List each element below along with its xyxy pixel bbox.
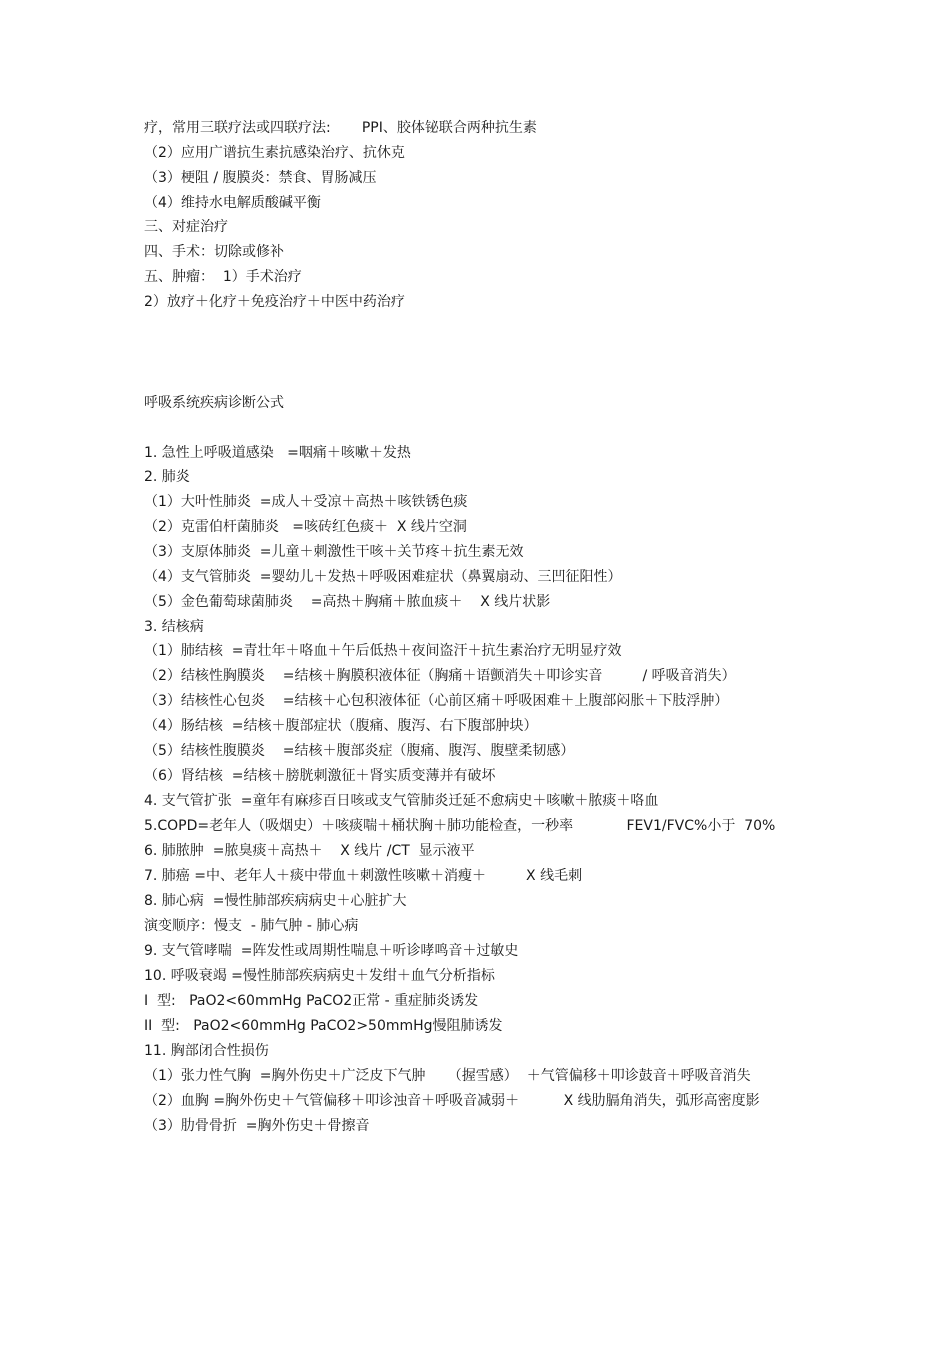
text-line: （4）肠结核 =结核＋腹部症状（腹痛、腹泻、右下腹部肿块） xyxy=(144,718,538,734)
text-line: 3. 结核病 xyxy=(144,619,204,635)
text-line: 2. 肺炎 xyxy=(144,469,190,485)
text-line: （5）结核性腹膜炎 =结核＋腹部炎症（腹痛、腹泻、腹壁柔韧感） xyxy=(144,743,575,759)
text-line: 9. 支气管哮喘 =阵发性或周期性喘息＋听诊哮鸣音＋过敏史 xyxy=(144,943,519,959)
text-line: 疗，常用三联疗法或四联疗法: PPI、胶体铋联合两种抗生素 xyxy=(144,120,537,136)
text-line: 7. 肺癌 =中、老年人＋痰中带血＋刺激性咳嗽＋消瘦＋ X 线毛刺 xyxy=(144,868,583,884)
text-line: （6）肾结核 =结核＋膀胱刺激征＋肾实质变薄并有破坏 xyxy=(144,768,496,784)
text-line: （4）支气管肺炎 =婴幼儿＋发热＋呼吸困难症状（鼻翼扇动、三凹征阳性） xyxy=(144,569,622,585)
text-line: 4. 支气管扩张 =童年有麻疹百日咳或支气管肺炎迁延不愈病史＋咳嗽＋脓痰＋咯血 xyxy=(144,793,659,809)
text-line: 演变顺序：慢支 - 肺气肿 - 肺心病 xyxy=(144,918,359,934)
text-line: 四、手术：切除或修补 xyxy=(144,244,284,260)
text-line: （2）克雷伯杆菌肺炎 =咳砖红色痰＋ X 线片空洞 xyxy=(144,519,467,535)
text-line: 三、对症治疗 xyxy=(144,219,228,235)
text-line: （3）肋骨骨折 =胸外伤史＋骨擦音 xyxy=(144,1118,370,1134)
text-line: （3）梗阻 / 腹膜炎：禁食、胃肠减压 xyxy=(144,170,377,186)
text-line: （3）支原体肺炎 =儿童＋刺激性干咳＋关节疼＋抗生素无效 xyxy=(144,544,524,560)
text-line: （3）结核性心包炎 =结核＋心包积液体征（心前区痛＋呼吸困难＋上腹部闷胀＋下肢浮肿） xyxy=(144,693,729,709)
text-line: 2）放疗＋化疗＋免疫治疗＋中医中药治疗 xyxy=(144,294,405,310)
text-line: 10. 呼吸衰竭 =慢性肺部疾病病史＋发绀＋血气分析指标 xyxy=(144,968,495,984)
text-line: （1）大叶性肺炎 =成人＋受凉＋高热＋咳铁锈色痰 xyxy=(144,494,468,510)
text-line: 5.COPD=老年人（吸烟史）＋咳痰喘＋桶状胸＋肺功能检查，一秒率 FEV1/FVC%小于 70% xyxy=(144,818,776,834)
text-line: （2）结核性胸膜炎 =结核＋胸膜积液体征（胸痛＋语颤消失＋叩诊实音 / 呼吸音消失） xyxy=(144,668,736,684)
text-line: II 型: PaO2<60mmHg PaCO2>50mmHg慢阻肺诱发 xyxy=(144,1018,503,1034)
text-line: 11. 胸部闭合性损伤 xyxy=(144,1043,269,1059)
text-line: （4）维持水电解质酸碱平衡 xyxy=(144,195,321,211)
text-line: （1）肺结核 =青壮年＋咯血＋午后低热＋夜间盗汗＋抗生素治疗无明显疗效 xyxy=(144,643,622,659)
text-line: 6. 肺脓肿 =脓臭痰＋高热＋ X 线片 /CT 显示液平 xyxy=(144,843,475,859)
text-line: （2）应用广谱抗生素抗感染治疗、抗休克 xyxy=(144,145,405,161)
section-title: 呼吸系统疾病诊断公式 xyxy=(144,395,284,411)
text-line: （2）血胸 =胸外伤史＋气管偏移＋叩诊浊音＋呼吸音减弱＋ X 线肋膈角消失，弧形高密度影 xyxy=(144,1093,760,1109)
text-line: 五、肿瘤： 1）手术治疗 xyxy=(144,269,302,285)
text-line: （5）金色葡萄球菌肺炎 =高热＋胸痛＋脓血痰＋ X 线片状影 xyxy=(144,594,551,610)
text-line: I 型: PaO2<60mmHg PaCO2正常 - 重症肺炎诱发 xyxy=(144,993,479,1009)
text-line: 1. 急性上呼吸道感染 =咽痛＋咳嗽＋发热 xyxy=(144,445,411,461)
text-line: 8. 肺心病 =慢性肺部疾病病史＋心脏扩大 xyxy=(144,893,407,909)
text-line: （1）张力性气胸 =胸外伤史＋广泛皮下气肿 （握雪感） ＋气管偏移＋叩诊鼓音＋呼吸音消失 xyxy=(144,1068,751,1084)
